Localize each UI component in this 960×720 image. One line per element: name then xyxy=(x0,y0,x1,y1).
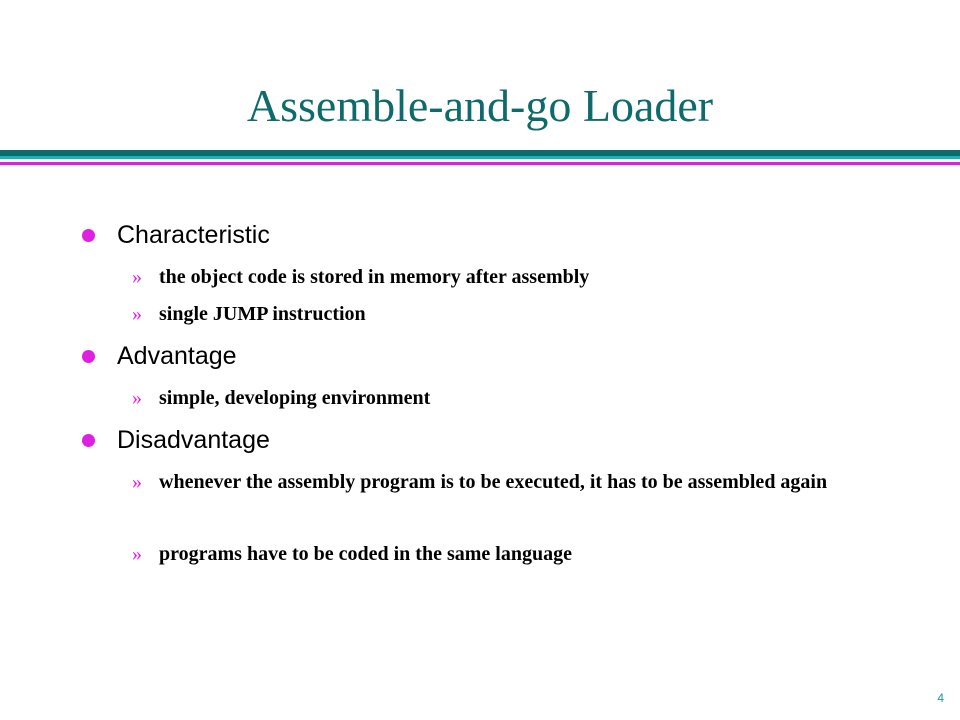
sub-bullet-icon: » xyxy=(132,387,142,409)
section-disadvantage xyxy=(82,425,270,455)
section-heading: Characteristic xyxy=(117,221,270,249)
sub-bullet-icon: » xyxy=(132,471,142,493)
list-item xyxy=(132,264,872,290)
list-item xyxy=(132,469,872,495)
list-item-text: the object code is stored in memory after assembly xyxy=(159,266,590,288)
section-advantage xyxy=(82,341,237,371)
section-characteristic xyxy=(82,220,270,250)
list-item xyxy=(132,385,872,411)
slide-title: Assemble-and-go Loader xyxy=(246,80,714,131)
list-item-text: programs have to be coded in the same language xyxy=(159,543,572,565)
bullet-icon xyxy=(82,434,95,447)
sub-bullet-icon: » xyxy=(132,303,142,325)
section-heading: Advantage xyxy=(117,342,237,370)
section-heading: Disadvantage xyxy=(117,426,270,454)
sub-bullet-icon: » xyxy=(132,543,142,565)
bullet-icon xyxy=(82,350,95,363)
list-item xyxy=(132,301,872,327)
page-number: 4 xyxy=(937,691,944,705)
list-item xyxy=(132,541,872,567)
bullet-icon xyxy=(82,229,95,242)
list-item-text: simple, developing environment xyxy=(159,387,431,409)
list-item-text: single JUMP instruction xyxy=(159,303,366,325)
list-item-text: whenever the assembly program is to be executed, it has to be assembled again xyxy=(159,471,828,493)
sub-bullet-icon: » xyxy=(132,266,142,288)
